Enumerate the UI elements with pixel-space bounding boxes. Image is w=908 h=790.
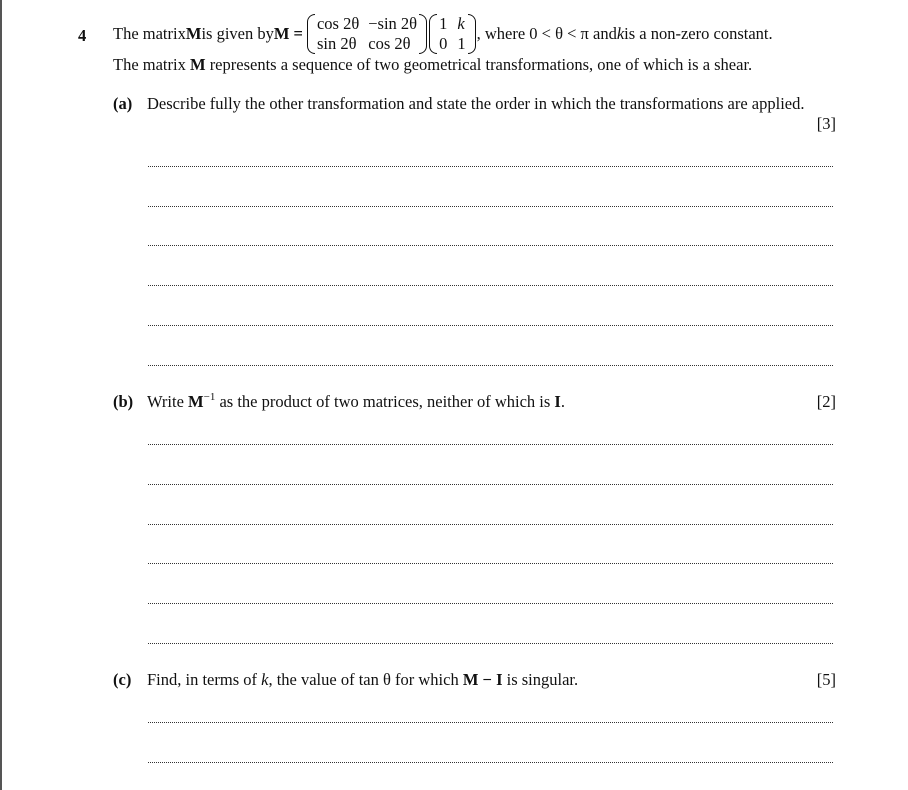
part-c-end: is singular. (502, 670, 579, 689)
matrix2-cell: k (457, 14, 465, 33)
question-context-line (113, 55, 752, 75)
question-number: 4 (78, 26, 87, 45)
part-c-marks: [5] (816, 670, 836, 689)
rotation-matrix (307, 14, 427, 54)
part-b-inverse-sup: −1 (203, 391, 216, 403)
part-b-label: (b) (113, 392, 134, 411)
matrix1-cell: cos 2θ (316, 14, 360, 33)
part-a (113, 94, 836, 138)
part-b-matrix-symbol: M (188, 392, 204, 411)
answer-line-a2[interactable] (148, 206, 833, 207)
line2-matrix-symbol: M (189, 55, 206, 74)
part-a-marks: [3] (816, 114, 836, 133)
intro-prefix: The matrix (113, 24, 186, 43)
intro-mid: is given by (201, 24, 274, 43)
line2-prefix: The matrix (113, 55, 190, 74)
answer-line-b3[interactable] (148, 524, 833, 525)
answer-line-b2[interactable] (148, 484, 833, 485)
answer-line-a3[interactable] (148, 245, 833, 246)
intro-where: , where 0 < θ < π and (476, 24, 617, 43)
part-a-label: (a) (113, 94, 133, 113)
question-intro-line (113, 12, 773, 56)
part-c-text (147, 670, 836, 690)
part-b (113, 392, 836, 414)
part-b-marks: [2] (816, 392, 836, 411)
answer-line-b1[interactable] (148, 444, 833, 445)
answer-line-a4[interactable] (148, 285, 833, 286)
part-c-mid: , the value of tan θ for which (268, 670, 463, 689)
matrix1-cell: −sin 2θ (368, 14, 418, 33)
intro-equation-lhs: M = (273, 24, 303, 43)
left-paren (307, 14, 315, 54)
answer-line-a1[interactable] (148, 166, 833, 167)
answer-line-b6[interactable] (148, 643, 833, 644)
matrix1-cell: sin 2θ (316, 34, 357, 53)
part-b-identity-symbol: I (554, 392, 561, 411)
answer-line-b5[interactable] (148, 603, 833, 604)
page-left-border (0, 0, 2, 790)
line2-suffix: represents a sequence of two geometrical transformations, one of which is a shear. (205, 55, 753, 74)
part-c-label: (c) (113, 670, 132, 689)
right-paren (419, 14, 427, 54)
part-c-prefix: Find, in terms of (147, 670, 262, 689)
part-a-text: Describe fully the other transformation and state the order in which the transformations are applied. (147, 94, 805, 113)
part-b-text (147, 392, 836, 412)
matrix2-cell: 0 (439, 34, 448, 53)
answer-line-a5[interactable] (148, 325, 833, 326)
part-c-m-minus-i: M − I (462, 670, 503, 689)
part-b-prefix: Write (147, 392, 189, 411)
matrix1-cell: cos 2θ (368, 34, 411, 53)
intro-matrix-symbol: M (185, 24, 202, 43)
shear-matrix (429, 14, 476, 54)
answer-line-c2[interactable] (148, 762, 833, 763)
answer-line-b4[interactable] (148, 563, 833, 564)
matrix2-cell: 1 (457, 34, 466, 53)
intro-k: k (616, 24, 625, 43)
intro-suffix: is a non-zero constant. (624, 24, 773, 43)
part-b-end: . (560, 392, 565, 411)
part-c (113, 670, 836, 692)
part-b-mid: as the product of two matrices, neither of which is (215, 392, 555, 411)
left-paren (429, 14, 437, 54)
right-paren (468, 14, 476, 54)
part-c-k: k (261, 670, 269, 689)
answer-line-c1[interactable] (148, 722, 833, 723)
answer-line-a6[interactable] (148, 365, 833, 366)
matrix2-cell: 1 (439, 14, 448, 33)
